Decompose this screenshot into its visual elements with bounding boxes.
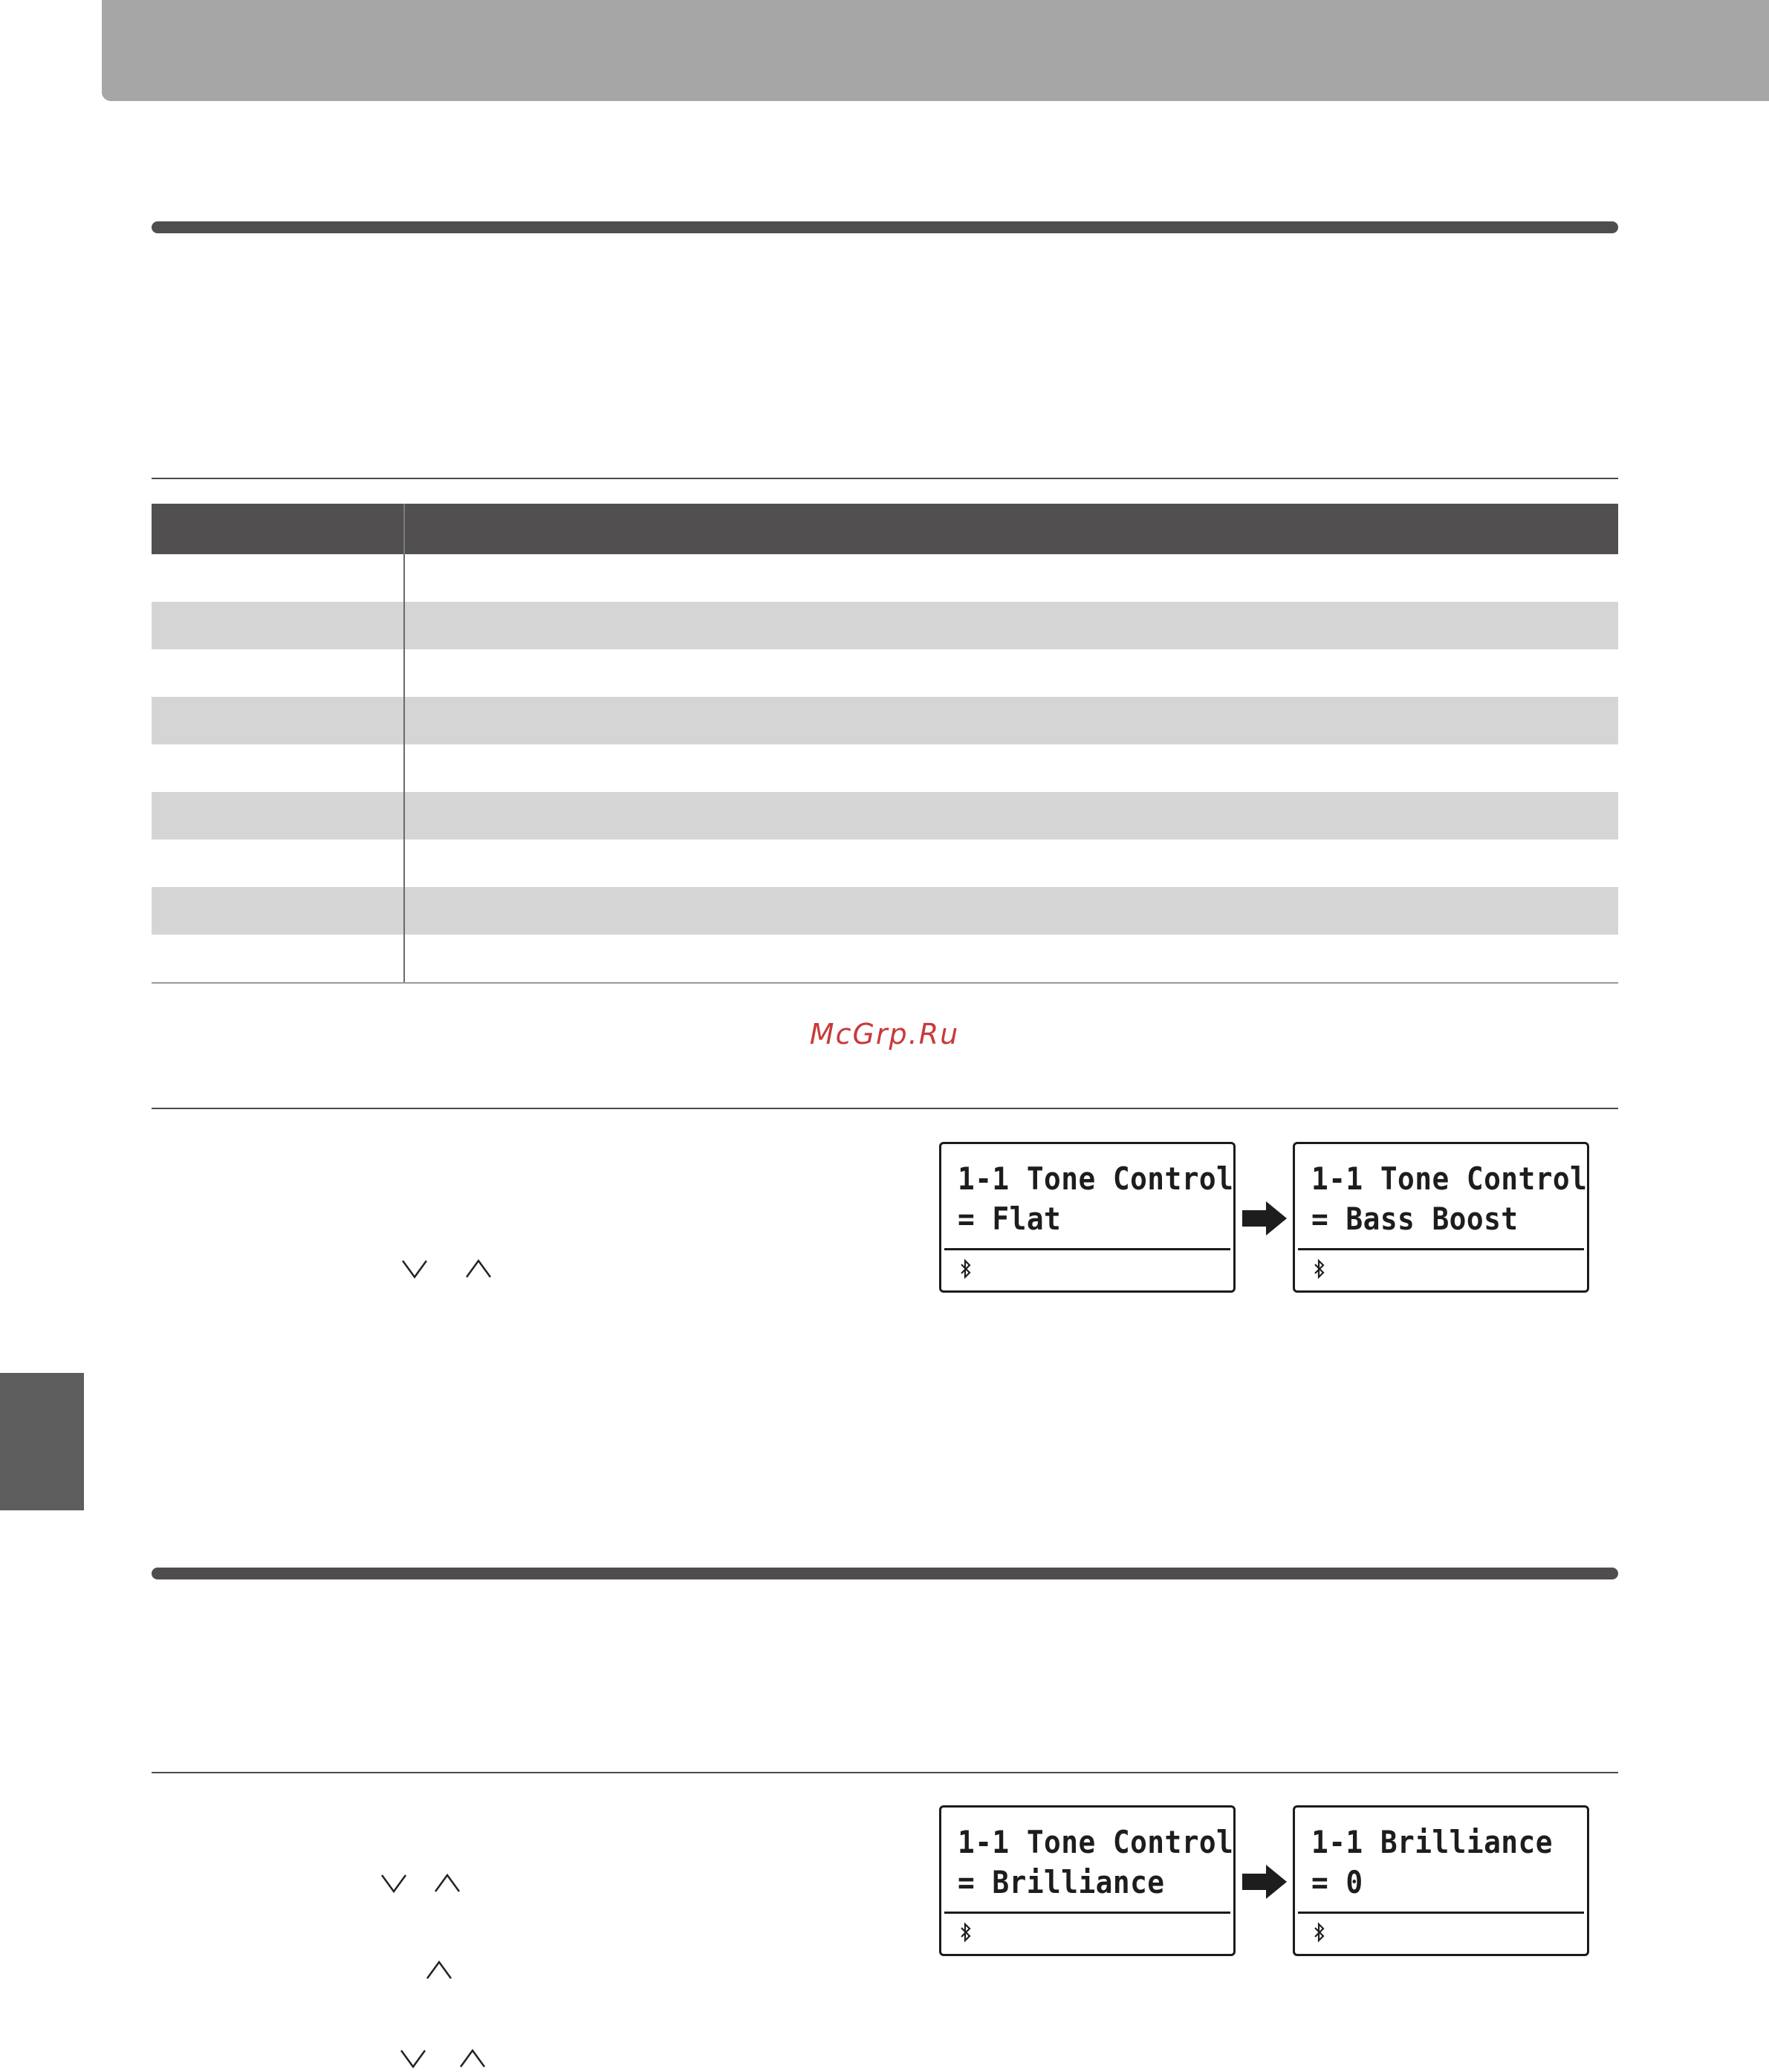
table-row [152,697,1618,744]
lcd-display-brilliance-value [1293,1805,1589,1956]
bluetooth-icon [1313,1258,1326,1280]
step-rule-1 [152,1108,1618,1109]
table-row [152,602,1618,649]
chevron-up-icon [432,1872,462,1894]
lcd-line-1: 1-1 Brilliance [1311,1824,1553,1860]
section-rule-brilliance [152,1568,1618,1579]
chevron-down-icon [379,1872,409,1894]
chapter-side-tab [0,1373,84,1510]
lcd-divider [1298,1248,1584,1250]
lcd-divider [944,1248,1230,1250]
lcd-divider [1298,1912,1584,1914]
section-rule-tone-control [152,221,1618,233]
lcd-divider [944,1912,1230,1914]
table-row [152,792,1618,839]
right-arrow-icon [1242,1201,1287,1235]
lcd-line-2: = Bass Boost [1311,1201,1519,1237]
bluetooth-icon [959,1258,973,1280]
table-row [152,887,1618,935]
table-row [152,744,1618,792]
lcd-line-2: = Flat [958,1201,1062,1237]
bluetooth-icon [959,1921,973,1943]
lcd-line-1: 1-1 Tone Control [958,1160,1234,1197]
table-column-divider [403,554,405,982]
table-row [152,935,1618,982]
chevron-down-icon [400,1258,429,1280]
lcd-display-tone-brilliance [939,1805,1236,1956]
lcd-line-1: 1-1 Tone Control [958,1824,1234,1860]
tone-control-table [152,504,1618,984]
chevron-up-icon [464,1258,493,1280]
lcd-line-1: 1-1 Tone Control [1311,1160,1588,1197]
step-rule-2 [152,1772,1618,1773]
chevron-up-icon [424,1959,454,1981]
chevron-down-icon [398,2047,428,2070]
table-row [152,649,1618,697]
bluetooth-icon [1313,1921,1326,1943]
lcd-display-tone-bass-boost [1293,1142,1589,1293]
table-row [152,554,1618,602]
lcd-display-tone-flat [939,1142,1236,1293]
watermark: McGrp.Ru [809,1018,960,1050]
page-header-bar [102,0,1769,101]
lcd-line-2: = Brilliance [958,1864,1165,1900]
table-bottom-rule [152,982,1618,984]
lcd-line-2: = 0 [1311,1864,1363,1900]
right-arrow-icon [1242,1865,1287,1899]
table-row [152,839,1618,887]
table-header-row [152,504,1618,554]
chevron-up-icon [458,2047,487,2070]
table-top-rule [152,478,1618,479]
